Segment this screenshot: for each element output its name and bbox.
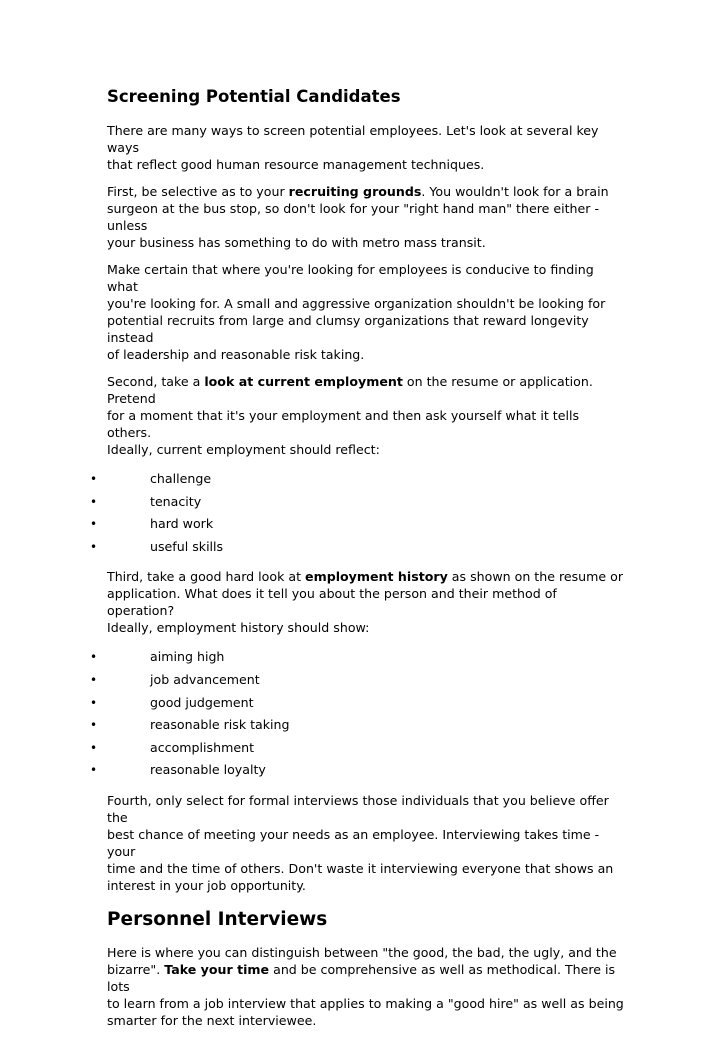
text-run: Second, take a [107,374,205,389]
bullet-icon: • [90,718,98,733]
bullet-icon: • [90,695,98,710]
list-item-text: useful skills [150,538,224,554]
bullet-icon: • [90,494,98,509]
document-content [90,86,627,1039]
text-run: First, be selective as to your [107,184,289,199]
bold-text: recruiting grounds [288,184,422,199]
list-item [0,759,627,782]
employment-history-list [0,646,627,782]
paragraph-intro: There are many ways to screen potential employees. Let's look at several key ways that reflect good human resource management techniques. [107,123,599,172]
list-item [0,491,627,514]
current-employment-list [0,468,627,558]
bullet-icon: • [90,517,98,532]
bullet-icon: • [90,672,98,687]
list-item-text: hard work [150,516,214,532]
text-run: Here is where you can distinguish between "the good, the bad, the ugly, and the bizarre". [107,944,617,977]
bullet-icon: • [90,763,98,778]
text-run: Third, take a good hard look at [107,569,306,585]
list-item-text: good judgement [150,694,254,710]
list-item-text: reasonable loyalty [150,762,266,778]
list-item-text: aiming high [150,649,225,665]
list-item [0,669,627,692]
list-item-text: reasonable risk taking [150,717,290,733]
text-run: . You wouldn't look for a brain surgeon at the bus stop, so don't look for your "right hand man" there either - unless your business has something to do with metro mass transit. [107,184,609,250]
list-item [0,536,627,559]
list-item [0,513,627,536]
section-title-interviews: Personnel Interviews [107,908,328,930]
bullet-icon: • [90,740,98,755]
text-run: and be comprehensive as well as methodical. There is lots to learn from a job interview that applies to making a "good hire" as well as being smarter for the next interviewee. [107,961,624,1028]
list-item-text: tenacity [150,493,202,509]
list-item-text: job advancement [150,671,260,687]
paragraph-formal-interviews: Fourth, only select for formal interviews those individuals that you believe offer the best chance of meeting your needs as an employee. Interviewing takes time - your time and the time of others. Don't waste it interviewing everyone that shows an interest in your job opportunity. [107,792,614,893]
bold-text: employment history [305,569,448,585]
paragraph-conducive: Make certain that where you're looking for employees is conducive to finding what you're looking for. A small and aggressive organization shouldn't be looking for potential recruits from large and clumsy organizations that reward longevity instead of leadership and reasonable risk taking. [107,262,606,362]
bullet-icon: • [90,539,98,554]
list-item [0,692,627,715]
list-item-text: accomplishment [150,739,255,755]
paragraph-current-employment [107,373,627,458]
paragraph-take-your-time [107,944,627,1029]
section-title: Screening Potential Candidates [107,87,401,106]
text-run: as shown on the resume or application. What does it tell you about the person and their method of operation? Ideally, employment history should show: [107,569,624,636]
paragraph-recruiting-grounds [107,183,627,251]
bullet-icon: • [90,472,98,486]
text-run: on the resume or application. Pretend for a moment that it's your employment and then ask yourself what it tells others. Ideally, current employment should reflect: [107,374,593,457]
bold-text: look at current employment [204,374,403,389]
list-item [0,468,627,491]
list-item [0,737,627,760]
list-item [0,646,627,669]
list-item-text: challenge [150,471,212,486]
bullet-icon: • [90,650,98,665]
paragraph-employment-history [107,568,627,636]
bold-text: Take your time [164,961,270,977]
list-item [0,714,627,737]
